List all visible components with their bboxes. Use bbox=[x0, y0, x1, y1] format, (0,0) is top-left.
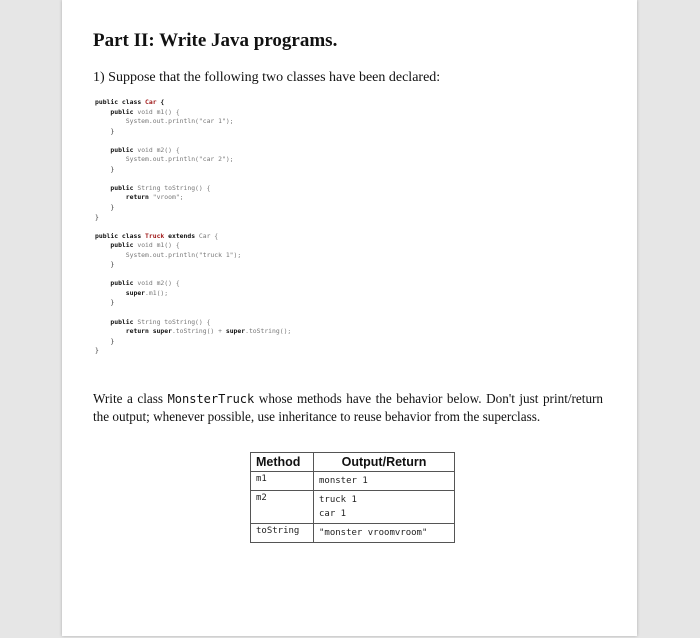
method-cell: m2 bbox=[251, 491, 314, 524]
table-row bbox=[251, 491, 455, 524]
output-line: "monster vroomvroom" bbox=[319, 528, 428, 538]
output-line: monster 1 bbox=[319, 476, 368, 486]
output-header: Output/Return bbox=[314, 453, 455, 472]
page-title: Part II: Write Java programs. bbox=[93, 30, 338, 51]
method-cell: toString bbox=[251, 524, 314, 543]
table-header-row bbox=[251, 453, 455, 472]
instructions-post: whose methods have the behavior below. Don't just print/return the output; whenever possible, use inheritance to reuse behavior from the superclass. bbox=[93, 391, 604, 424]
instructions-paragraph bbox=[93, 390, 603, 426]
document-page bbox=[62, 0, 637, 636]
table-row bbox=[251, 472, 455, 491]
output-cell bbox=[314, 472, 455, 491]
code-listing: public class Car { public void m1() { System.out.println("car 1"); } public void m2() { System.out.println("car 2"); } public String toString() { return "vroom"; } } public class Truck extends Car { public void m1() { System.out.println("truck 1"); } public void m2() { super.m1(); } public String toString() { return super.toString() + super.toString(); } } bbox=[95, 98, 292, 355]
output-cell bbox=[314, 524, 455, 543]
behavior-table bbox=[250, 452, 455, 543]
truck-class-declaration: public class Truck extends bbox=[95, 231, 196, 240]
output-cell bbox=[314, 491, 455, 524]
class-name: MonsterTruck bbox=[167, 392, 255, 406]
instructions-pre: Write a class bbox=[93, 391, 164, 406]
method-header: Method bbox=[251, 453, 314, 472]
car-class-declaration: public class Car { bbox=[95, 98, 165, 106]
output-line: truck 1 bbox=[319, 495, 357, 505]
method-cell: m1 bbox=[251, 472, 314, 491]
output-line: car 1 bbox=[319, 509, 347, 519]
question-text: 1) Suppose that the following two classes have been declared: bbox=[93, 70, 441, 85]
table-row bbox=[251, 524, 455, 543]
